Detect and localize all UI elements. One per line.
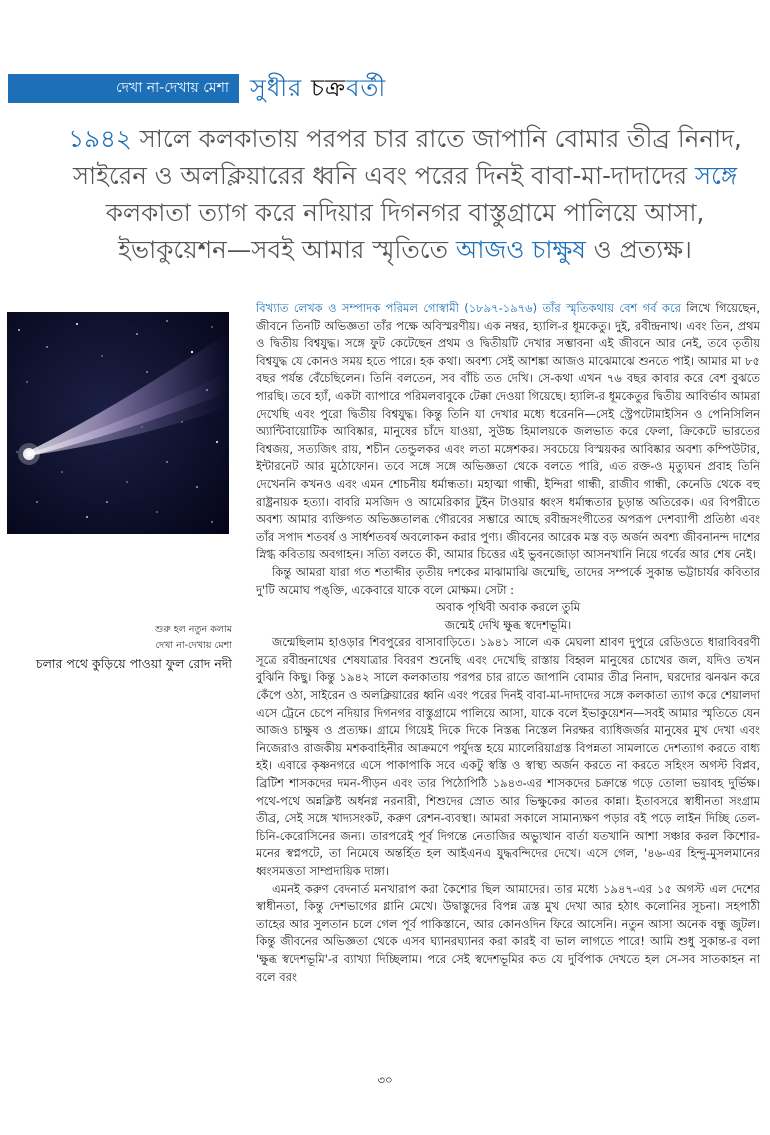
paragraph-2: কিন্তু আমরা যারা গত শতাব্দীর তৃতীয় দশকের মাঝামাঝি জন্মেছি, তাদের সম্পর্কে সুকান্ত ভট্টাচার্যর কবিতার দু'টি অমোঘ পঙ্‌ক্তি, একেবারে যাকে বলে মোক্ষম। সেটা :	[256, 564, 760, 597]
pull-quote-highlight-2: আজও চাক্ষুষ	[455, 235, 586, 264]
article-body	[256, 300, 760, 986]
author-name-part3: চক্র	[311, 74, 347, 102]
caption-line-1: শুরু হল নতুন কলাম	[155, 624, 232, 635]
author-name-part4: বর্তী	[346, 74, 387, 102]
pull-quote-text-1: সালে কলকাতায় পরপর চার রাতে জাপানি বোমার তীব্র নিনাদ, সাইরেন ও অলক্লিয়ারের ধ্বনি এবং পরের দিনই বাবা-মা-দাদাদের	[72, 124, 742, 190]
author-name-part2: ধীর	[266, 74, 303, 102]
paragraph-4: এমনই করুণ বেদনার্ত মনখারাপ করা কৈশোর ছিল আমাদের। তার মধ্যে ১৯৪৭-এর ১৫ অগস্ট এল দেশের স্বাধীনতা, কিন্তু দেশভাগের গ্লানি মেখে। উদ্বাস্তুদের বিপন্ন ত্রস্ত মুখ দেখা আর হঠাৎ কলোনির সূচনা। সহপাঠী তাহের আর সুলতান চলে গেল পূর্ব পাকিস্তানে, আর কোনওদিন ফিরে আসেনি। নতুন আসা অনেক বন্ধু জুটল। কিন্তু জীবনের অভিজ্ঞতা থেকে এসব ঘ্যানরঘ্যানর করা কারই বা ভাল লাগতে পারে! আমি শুধু সুকান্ত-র বলা 'ক্ষুব্ধ স্বদেশভূমি'-র ব্যাখ্যা দিচ্ছিলাম। পরে সেই স্বদেশভূমির কত যে দুর্বিপাক দেখতে হল সে-সব সাতকাহন না বলে বরং	[256, 881, 760, 984]
lead-in: বিখ্যাত লেখক ও সম্পাদক পরিমল গোস্বামী (১৮৯৭-১৯৭৬) তাঁর স্মৃতিকথায় বেশ গর্ব করে	[256, 301, 681, 315]
paragraph-1	[256, 300, 760, 564]
author-name	[250, 72, 386, 104]
pull-quote-year: ১৯৪২	[68, 124, 132, 153]
pull-quote-text-3: ও প্রত্যক্ষ।	[585, 235, 692, 264]
page-number: ৩০	[377, 1073, 393, 1087]
author-name-part1: সু	[250, 74, 267, 102]
pull-quote-text-2: কলকাতা ত্যাগ করে নদিয়ার দিগনগর বাস্তুগ্রামে পালিয়ে আসা, ইভাকুয়েশন—সবই আমার স্মৃতিতে	[105, 198, 705, 264]
verse-line-1: অবাক পৃথিবী অবাক করলে তুমি	[435, 600, 581, 615]
verse-line-2: জন্মেই দেখি ক্ষুব্ধ স্বদেশভূমি।	[444, 617, 572, 632]
pull-quote-highlight-1: সঙ্গে	[694, 161, 738, 190]
column-title-bar	[8, 74, 239, 103]
caption-line-3: চলার পথে কুড়িয়ে পাওয়া ফুল রোদ নদী	[35, 656, 232, 671]
photo-caption	[0, 622, 232, 673]
column-title: দেখা না-দেখায় মেশা	[116, 80, 229, 96]
pull-quote	[60, 120, 750, 268]
comet-photo	[7, 312, 229, 534]
paragraph-1-text: লিখে গিয়েছেন, জীবনে তিনটি অভিজ্ঞতা তাঁর পক্ষে অবিস্মরণীয়। এক নম্বর, হ্যালি-র ধূমকেতু। দুই, রবীন্দ্রনাথ। এবং তিন, প্রথম ও দ্বিতীয় বিশ্বযুদ্ধ। সঙ্গে ফুট কেটেছেন প্রথম ও দ্বিতীয়টি দেখার সম্ভাবনা এই জীবনে আর নেই, তবে তৃতীয় বিশ্বযুদ্ধ যে কোনও সময় হতে পারে। হক কথা। অবশ্য সেই আশঙ্কা আজও মাঝেমাঝে শুনতে পাই। আমার মা ৮৫ বছর পর্যন্ত বেঁচেছিলেন। তিনি বলতেন, সব বাঁচি তত দেখি। সে-কথা এখন ৭৬ বছর কাবার করে বেশ বুঝতে পারছি। তবে হ্যাঁ, একটা ব্যাপারে পরিমলবাবুকে টেক্কা দেওয়া গিয়েছে। হ্যালি-র ধূমকেতুর দ্বিতীয় আবির্ভাব আমরা দেখেছি এবং পুরো দ্বিতীয় বিশ্বযুদ্ধ। কিন্তু তিনি যা দেখার মধ্যে ধরেননি—সেই স্ট্রেপটোমাইসিন ও পেনিসিলিন অ্যান্টিবায়োটিক আবিষ্কার, মানুষের চাঁদে যাওয়া, সুউচ্চ হিমালয়কে জলভাত করে ফেলা, ক্রিকেটে ভারতের বিশ্বজয়, সত্যজিৎ রায়, শচীন তেন্ডুলকর এবং লতা মঙ্গেশকর। সবচেয়ে বিস্ময়কর আবিষ্কার অবশ্য কম্পিউটার, ইন্টারনেট আর মুঠোফোন। তবে সঙ্গে সঙ্গে অভিজ্ঞতা থেকে বলতে পারি, এত রক্ত-ও মৃত্যুঘন প্রবাহ তিনি দেখেননি কখনও এবং এমন শোচনীয় ধর্মান্ধতা। মহাত্মা গান্ধী, ইন্দিরা গান্ধী, রাজীব গান্ধী, কেনেডি থেকে বহু রাষ্ট্রনায়ক হত্যা। বাবরি মসজিদ ও আমেরিকার টুইন টাওয়ার ধ্বংস ধর্মান্ধতার চূড়ান্ত অতিরেক। এর বিপরীতে অবশ্য আমার ব্যক্তিগত অভিজ্ঞতালব্ধ গৌরবের সম্ভারে আছে রবীন্দ্রসংগীতের অপরূপ দেশব্যাপী প্রতিষ্ঠা এবং তাঁর সপাদ শতবর্ষ ও সার্ধশতবর্ষ অবলোকন করার পুণ্য। জীবনের আরেক মস্ত বড় অর্জন অবশ্য জীবনানন্দ দাশের স্নিগ্ধ কবিতায় অবগাহন। সত্যি বলতে কী, আমার চিত্তের এই ভুবনজোড়া আসনখানি নিয়ে গর্বের আর শেষ নেই।	[256, 301, 760, 562]
paragraph-3: জন্মেছিলাম হাওড়ার শিবপুরের বাসাবাড়িতে। ১৯৪১ সালে এক মেঘলা শ্রাবণ দুপুরে রেডিওতে ধারাবিবরণী সূত্রে রবীন্দ্রনাথের শেষযাত্রার বিবরণ শুনেছি এবং দেখেছি রাস্তায় বিহ্বল মানুষের চোখের জল, যদিও তখন বুঝিনি কিছু। কিন্তু ১৯৪২ সালে কলকাতায় পরপর চার রাতে জাপানি বোমার তীব্র নিনাদ, ঘরদোর ঝনঝন করে কেঁপে ওঠা, সাইরেন ও অলক্লিয়ারের ধ্বনি এবং পরের দিনই বাবা-মা-দাদাদের সঙ্গে কলকাতা ত্যাগ করে শেয়ালদা এসে ট্রেনে চেপে নদিয়ার দিগনগর বাস্তুগ্রামে পালিয়ে আসা, যাকে বলে ইভাকুয়েশন—সবই আমার স্মৃতিতে যেন আজও চাক্ষুষ ও প্রত্যক্ষ। গ্রামে গিয়েই দিকে দিকে নিস্তব্ধ নিস্তেল নিরক্ষর ব্যাধিজর্জর মানুষের মুখ দেখা এবং নিজেরাও রাজকীয় মশকবাহিনীর আক্রমণে পর্যুদস্ত হয়ে ম্যালেরিয়াগ্রস্ত বিপন্নতা সামলাতে দেশত্যাগ করতে বাধ্য হই। এবারে কৃষ্ণনগরে এসে পাকাপাকি সবে একটু স্বস্তি ও স্বাস্থ্য অর্জন করতে না করতে সহিংস অগস্ট বিপ্লব, ব্রিটিশ শাসকদের দমন-পীড়ন এবং তার পিঠোপিঠি ১৯৪৩-এর শাসকদের চক্রান্তে গড়ে তোলা ভয়াবহ দুর্ভিক্ষ। পথে-পথে অন্নক্লিষ্ট অর্ধনগ্ন নরনারী, শিশুদের স্রোত আর ভিক্ষুকের কাতর কান্না। ইতাবসরে স্বাধীনতা সংগ্রাম তীব্র, সেই সঙ্গে খাদ্যসংকট, করুণ রেশন-ব্যবস্থা। আমরা সকালে সামান্যক্ষণ পড়ার বই পড়ে লাইন দিচ্ছি তেল-চিনি-কেরোসিনের জন্য। তারপরেই পূর্ব দিগন্তে নেতাজির অভ্যুত্থান বার্তা যতখানি আশা সঞ্চার করল কিশোর-মনের স্বপ্নপটে, তা নিমেষে অন্তর্হিত হল আইএনএ যুদ্ধবন্দিদের দেখে। এসে গেল, '৪৬-এর হিন্দু-মুসলমানের ধ্বংসমত্ততা সাম্প্রদায়িক দাঙ্গা।	[256, 635, 760, 878]
caption-line-2: দেখা না-দেখায় মেশা	[155, 640, 232, 651]
